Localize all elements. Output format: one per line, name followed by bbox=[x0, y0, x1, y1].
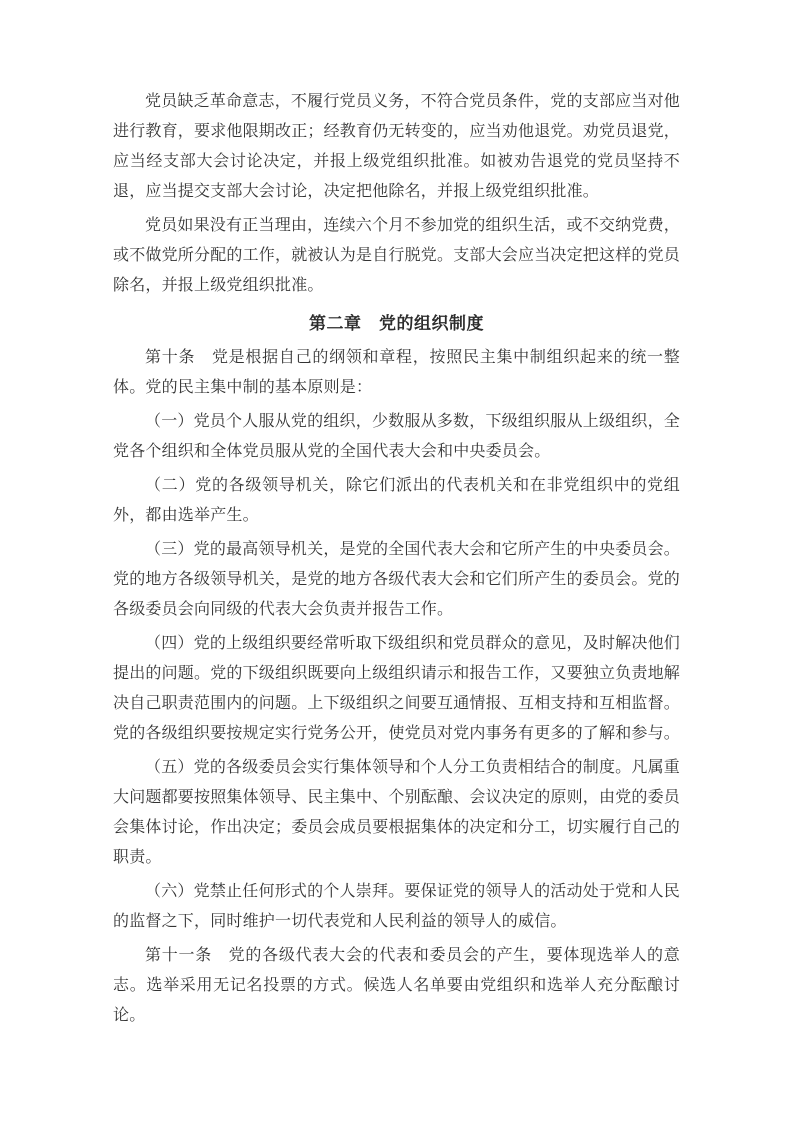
paragraph-principle-1: （一）党员个人服从党的组织，少数服从多数，下级组织服从上级组织，全党各个组织和全体党员服从党的全国代表大会和中央委员会。 bbox=[113, 413, 680, 460]
chapter-heading: 第二章 党的组织制度 bbox=[309, 314, 484, 333]
paragraph-article-10-intro: 第十条 党是根据自己的纲领和章程，按照民主集中制组织起来的统一整体。党的民主集中制的基本原则是： bbox=[113, 349, 680, 396]
paragraph-member-education-expulsion: 党员缺乏革命意志，不履行党员义务，不符合党员条件，党的支部应当对他进行教育，要求他限期改正；经教育仍无转变的，应当劝他退党。劝党员退党，应当经支部大会讨论决定，并报上级党组织批准。如被劝告退党的党员坚持不退，应当提交支部大会讨论，决定把他除名，并报上级党组织批准。 bbox=[113, 93, 681, 200]
paragraph-principle-6: （六）党禁止任何形式的个人崇拜。要保证党的领导人的活动处于党和人民的监督之下，同时维护一切代表党和人民利益的领导人的威信。 bbox=[113, 883, 680, 930]
paragraph-principle-3: （三）党的最高领导机关，是党的全国代表大会和它所产生的中央委员会。党的地方各级领导机关，是党的地方各级代表大会和它们所产生的委员会。党的各级委员会向同级的代表大会负责并报告工作。 bbox=[113, 541, 681, 618]
paragraph-principle-5: （五）党的各级委员会实行集体领导和个人分工负责相结合的制度。凡属重大问题都要按照集体领导、民主集中、个别酝酿、会议决定的原则，由党的委员会集体讨论，作出决定；委员会成员要根据集体的决定和分工，切实履行自己的职责。 bbox=[113, 759, 681, 866]
paragraph-member-self-removal: 党员如果没有正当理由，连续六个月不参加党的组织生活，或不交纳党费，或不做党所分配的工作，就被认为是自行脱党。支部大会应当决定把这样的党员除名，并报上级党组织批准。 bbox=[113, 217, 681, 294]
paragraph-principle-2: （二）党的各级领导机关，除它们派出的代表机关和在非党组织中的党组外，都由选举产生。 bbox=[113, 477, 680, 524]
paragraph-principle-4: （四）党的上级组织要经常听取下级组织和党员群众的意见，及时解决他们提出的问题。党的下级组织既要向上级组织请示和报告工作，又要独立负责地解决自己职责范围内的问题。上下级组织之间要互通情报、互相支持和互相监督。党的各级组织要按规定实行党务公开，使党员对党内事务有更多的了解和参与。 bbox=[113, 635, 681, 742]
paragraph-article-11: 第十一条 党的各级代表大会的代表和委员会的产生，要体现选举人的意志。选举采用无记名投票的方式。候选人名单要由党组织和选举人充分酝酿讨论。 bbox=[113, 947, 680, 1024]
